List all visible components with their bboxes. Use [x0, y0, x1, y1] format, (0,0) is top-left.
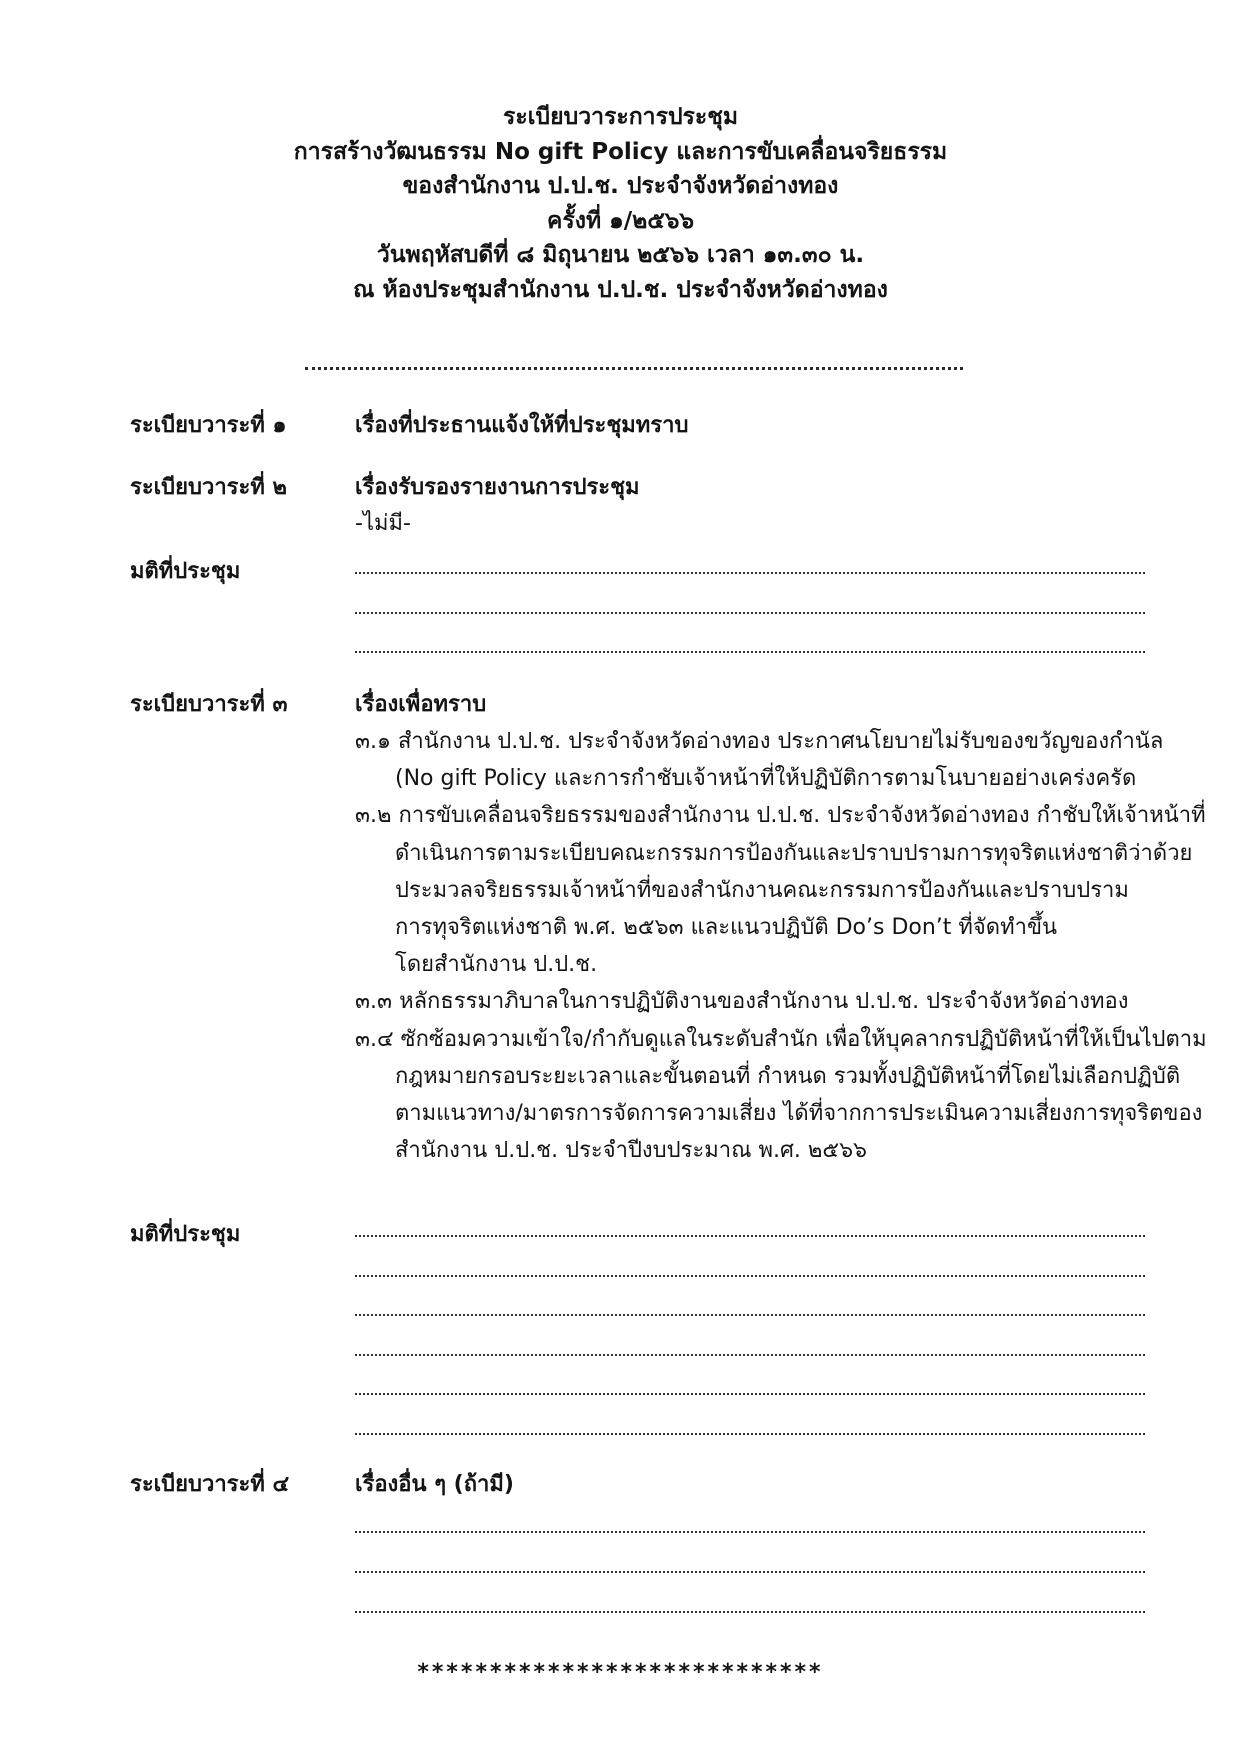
dotted-answer-line — [355, 1395, 1145, 1435]
agenda-item-line: โดยสำนักงาน ป.ป.ช. — [395, 952, 598, 978]
agenda-1-topic: เรื่องที่ประธานแจ้งให้ที่ประชุมทราบ — [355, 413, 689, 438]
agenda-item-line: กฎหมายกรอบระยะเวลาและขั้นตอนที่ กำหนด รวมทั้งปฏิบัติหน้าที่โดยไม่เลือกปฏิบัติ — [395, 1063, 1181, 1089]
agenda-item-line: การทุจริตแห่งชาติ พ.ศ. ๒๕๖๓ และแนวปฏิบัติ Do’s Don’t ที่จัดทำขึ้น — [395, 915, 1058, 941]
agenda-3-item-3-3 — [355, 983, 1145, 1020]
title-line: ระเบียบวาระการประชุม — [502, 104, 739, 130]
document-title-block — [0, 0, 1241, 307]
dotted-answer-line — [355, 1316, 1145, 1356]
agenda-item-line: สำนักงาน ป.ป.ช. ประจำปีงบประมาณ พ.ศ. ๒๕๖๖ — [395, 1138, 868, 1164]
dotted-answer-line — [355, 574, 1145, 614]
resolution-block-1 — [130, 558, 1145, 653]
dotted-answer-line — [355, 1511, 1145, 1533]
agenda-row-4 — [130, 1467, 1145, 1503]
agenda-2-label: ระเบียบวาระที่ ๒ — [130, 475, 287, 500]
resolution-1-label: มติที่ประชุม — [130, 559, 241, 584]
resolution-2-label: มติที่ประชุม — [130, 1222, 241, 1248]
agenda-2-note: -ไม่มี- — [355, 511, 411, 536]
dotted-answer-line — [355, 558, 1145, 574]
agenda-item-line: ๓.๔ ซักซ้อมความเข้าใจ/กำกับดูแลในระดับสำนัก เพื่อให้บุคลากรปฏิบัติหน้าที่ให้เป็นไปตาม — [355, 1026, 1207, 1052]
agenda-3-item-3-2 — [355, 797, 1206, 983]
title-line: ครั้งที่ ๑/๒๕๖๖ — [547, 207, 694, 234]
agenda-3-label: ระเบียบวาระที่ ๓ — [130, 692, 288, 717]
agenda-item-line: ดำเนินการตามระเบียบคณะกรรมการป้องกันและปราบปรามการทุจริตแห่งชาติว่าด้วย — [395, 840, 1193, 866]
agenda-3-item-3-4 — [355, 1021, 1207, 1170]
agenda-item-line: (No gift Policy และการกำชับเจ้าหน้าที่ให้ปฏิบัติการตามโนบายอย่างเคร่งครัด — [395, 766, 1137, 792]
agenda-item-line: ประมวลจริยธรรมเจ้าหน้าที่ของสำนักงานคณะกรรมการป้องกันและปราบปราม — [395, 877, 1129, 903]
agenda-row-1 — [130, 408, 1145, 444]
agenda-4-label: ระเบียบวาระที่ ๔ — [130, 1471, 290, 1497]
dotted-answer-line — [355, 614, 1145, 654]
agenda-item-line: ๓.๑ สำนักงาน ป.ป.ช. ประจำจังหวัดอ่างทอง ประกาศนโยบายไม่รับของขวัญของกำนัล — [355, 729, 1164, 754]
agenda-1-label: ระเบียบวาระที่ ๑ — [130, 413, 287, 438]
agenda-4-answer-lines — [130, 1511, 1145, 1613]
agenda-3-item-3-1 — [355, 723, 1164, 797]
resolution-block-2 — [130, 1221, 1145, 1435]
title-line: วันพฤหัสบดีที่ ๘ มิถุนายน ๒๕๖๖ เวลา ๑๓.๓๐ น. — [376, 242, 865, 268]
title-line: การสร้างวัฒนธรรม No gift Policy และการขับเคลื่อนจริยธรรม — [293, 138, 948, 165]
agenda-4-topic: เรื่องอื่น ๆ (ถ้ามี) — [355, 1471, 514, 1497]
dotted-answer-line — [355, 1573, 1145, 1613]
agenda-2-topic: เรื่องรับรองรายงานการประชุม — [355, 475, 640, 500]
agenda-item-line: ๓.๓ หลักธรรมาภิบาลในการปฏิบัติงานของสำนักงาน ป.ป.ช. ประจำจังหวัดอ่างทอง — [355, 989, 1129, 1015]
dotted-answer-line — [355, 1533, 1145, 1573]
dotted-answer-line — [355, 1356, 1145, 1396]
title-line: ของสำนักงาน ป.ป.ช. ประจำจังหวัดอ่างทอง — [402, 173, 839, 199]
agenda-row-2 — [130, 470, 1145, 542]
agenda-3-topic: เรื่องเพื่อทราบ — [355, 692, 487, 717]
agenda-item-line: ๓.๒ การขับเคลื่อนจริยธรรมของสำนักงาน ป.ป.ช. ประจำจังหวัดอ่างทอง กำชับให้เจ้าหน้าที่ — [355, 803, 1206, 829]
footer-asterisk-divider: **************************** — [417, 1659, 824, 1685]
document-body — [130, 408, 1207, 1613]
title-line: ณ ห้องประชุมสำนักงาน ป.ป.ช. ประจำจังหวัดอ่างทอง — [353, 276, 888, 303]
dotted-answer-line — [355, 1237, 1145, 1277]
agenda-item-line: ตามแนวทาง/มาตรการจัดการความเสี่ยง ได้ที่จากการประเมินความเสี่ยงการทุจริตของ — [395, 1101, 1203, 1127]
agenda-row-3 — [130, 687, 1207, 1169]
dotted-answer-line — [355, 1221, 1145, 1237]
header-dotted-separator — [305, 367, 963, 370]
dotted-answer-line — [355, 1277, 1145, 1317]
